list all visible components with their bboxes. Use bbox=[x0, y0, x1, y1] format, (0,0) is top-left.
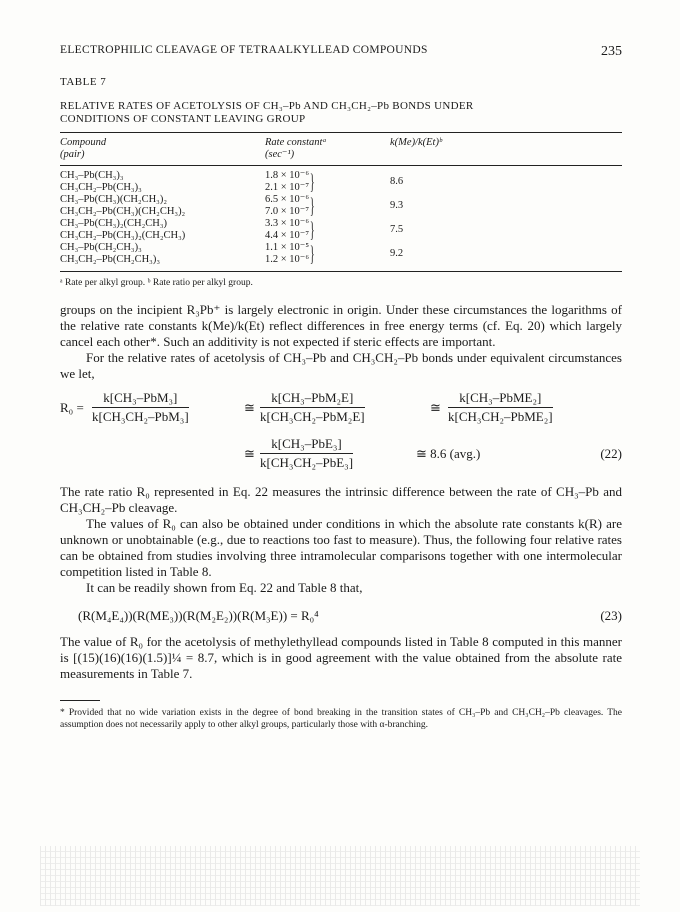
page-number: 235 bbox=[601, 44, 622, 59]
ratio-value: 9.3 bbox=[390, 200, 404, 211]
compound-pair: CH₃–Pb(CH₂CH₃)₃ CH₃CH₂–Pb(CH₂CH₃)₃ bbox=[60, 242, 160, 265]
rate-pair: 1.8 × 10⁻⁶ 2.1 × 10⁻⁷ } bbox=[265, 169, 315, 194]
table-bottom-rule bbox=[60, 271, 622, 272]
table-caption-line: CONDITIONS OF CONSTANT LEAVING GROUP bbox=[60, 113, 306, 125]
paragraph: For the relative rates of acetolysis of CH₃–Pb and CH₃CH₂–Pb bonds under equivalent circumstances we let, bbox=[60, 350, 622, 381]
paragraph: groups on the incipient R₃Pb⁺ is largely electronic in origin. Under these circumstances the logarithms of the relative rate constants k(Me)/k(Et) reflect differences in free energy terms (cf. Eq. 20) which largely cancel each other*. Such an additivity is not expected if steric effects are important. bbox=[60, 302, 622, 349]
body-text bbox=[60, 634, 622, 682]
table-footnote: ᵃ Rate per alkyl group. ᵇ Rate ratio per alkyl group. bbox=[60, 278, 253, 288]
eq-result: ≅ 8.6 (avg.) bbox=[416, 446, 481, 461]
running-title: ELECTROPHILIC CLEAVAGE OF TETRAALKYLLEAD COMPOUNDS bbox=[60, 44, 428, 56]
rate-pair: 6.5 × 10⁻⁶ 7.0 × 10⁻⁷ } bbox=[265, 193, 315, 218]
table-caption-line: RELATIVE RATES OF ACETOLYSIS OF CH₃–Pb AND CH₃CH₂–Pb BONDS UNDER bbox=[60, 100, 474, 112]
ratio-value: 8.6 bbox=[390, 176, 404, 187]
table-label: TABLE 7 bbox=[60, 76, 107, 88]
rate-pair: 3.3 × 10⁻⁶ 4.4 × 10⁻⁷ } bbox=[265, 217, 315, 242]
paragraph: The value of R₀ for the acetolysis of methylethyllead compounds listed in Table 8 computed in this manner is [(15)(16)(16)(1.5)]¼ = 8.7, which is in good agreement with the value obtained from the absolute rate measurements in Table 7. bbox=[60, 634, 622, 681]
paragraph: The values of R₀ can also be obtained under conditions in which the absolute rate constants k(R) are unknown or unobtainable (e.g., due to reactions too fast to measure). Thus, the following four relative rates can be obtained from studies involving three intramolecular comparisons together with one intermolecular competition listed in Table 8. bbox=[60, 516, 622, 579]
table-header-row bbox=[60, 133, 622, 166]
table-row bbox=[60, 218, 622, 242]
ratio-value: 9.2 bbox=[390, 248, 404, 259]
eq-fraction: k[CH₃–PbM₃] k[CH₃CH₂–PbM₃] bbox=[92, 390, 189, 424]
eq-lhs: R₀ = bbox=[60, 400, 84, 415]
compound-pair: CH₃–Pb(CH₃)₃ CH₃CH₂–Pb(CH₃)₃ bbox=[60, 170, 142, 193]
eq-approx: ≅ bbox=[244, 446, 255, 461]
running-header bbox=[60, 44, 622, 60]
compound-pair: CH₃–Pb(CH₃)(CH₂CH₃)₂ CH₃CH₂–Pb(CH₃)(CH₂CH₃)₂ bbox=[60, 194, 186, 217]
eq-approx: ≅ bbox=[244, 400, 255, 415]
page bbox=[60, 44, 622, 731]
page-footnote: * Provided that no wide variation exists in the degree of bond breaking in the transition states of CH₃–Pb and CH₃CH₂–Pb cleavages. The assumption does not necessarily apply to other alkyl groups, particularly those with α-branching. bbox=[60, 708, 622, 730]
body-text bbox=[60, 484, 622, 596]
paragraph: The rate ratio R₀ represented in Eq. 22 measures the intrinsic difference between the rate of CH₃–Pb and CH₃CH₂–Pb cleavage. bbox=[60, 484, 622, 515]
eq-approx: ≅ bbox=[430, 400, 441, 415]
rate-table bbox=[60, 133, 622, 271]
rate-pair: 1.1 × 10⁻⁵ 1.2 × 10⁻⁶ } bbox=[265, 241, 315, 266]
eq-fraction: k[CH₃–PbM₂E] k[CH₃CH₂–PbM₂E] bbox=[260, 390, 365, 424]
table-row bbox=[60, 170, 622, 194]
header-ratio: k(Me)/k(Et)ᵇ bbox=[390, 137, 442, 148]
eq-number: (22) bbox=[600, 446, 622, 461]
paragraph: It can be readily shown from Eq. 22 and Table 8 that, bbox=[86, 580, 363, 595]
table-caption bbox=[60, 100, 622, 126]
table-row bbox=[60, 194, 622, 218]
footnote-rule bbox=[60, 700, 100, 701]
compound-pair: CH₃–Pb(CH₃)₂(CH₂CH₃) CH₃CH₂–Pb(CH₃)₂(CH₂CH₃) bbox=[60, 218, 186, 241]
eq-fraction: k[CH₃–PbME₂] k[CH₃CH₂–PbME₂] bbox=[448, 390, 553, 424]
table-row bbox=[60, 242, 622, 266]
equation-22 bbox=[60, 388, 622, 482]
equation-23 bbox=[78, 608, 622, 624]
header-rate: Rate constantᵃ (sec⁻¹) bbox=[265, 137, 327, 160]
eq-fraction: k[CH₃–PbE₃] k[CH₃CH₂–PbE₃] bbox=[260, 436, 354, 470]
header-compound: Compound (pair) bbox=[60, 137, 107, 160]
body-text bbox=[60, 302, 622, 382]
ratio-value: 7.5 bbox=[390, 224, 404, 235]
eq-expression: (R(M₄E₄))(R(ME₃))(R(M₂E₂))(R(M₃E)) = R₀⁴ bbox=[78, 608, 319, 623]
eq-number: (23) bbox=[600, 608, 622, 623]
scan-noise bbox=[40, 846, 640, 906]
